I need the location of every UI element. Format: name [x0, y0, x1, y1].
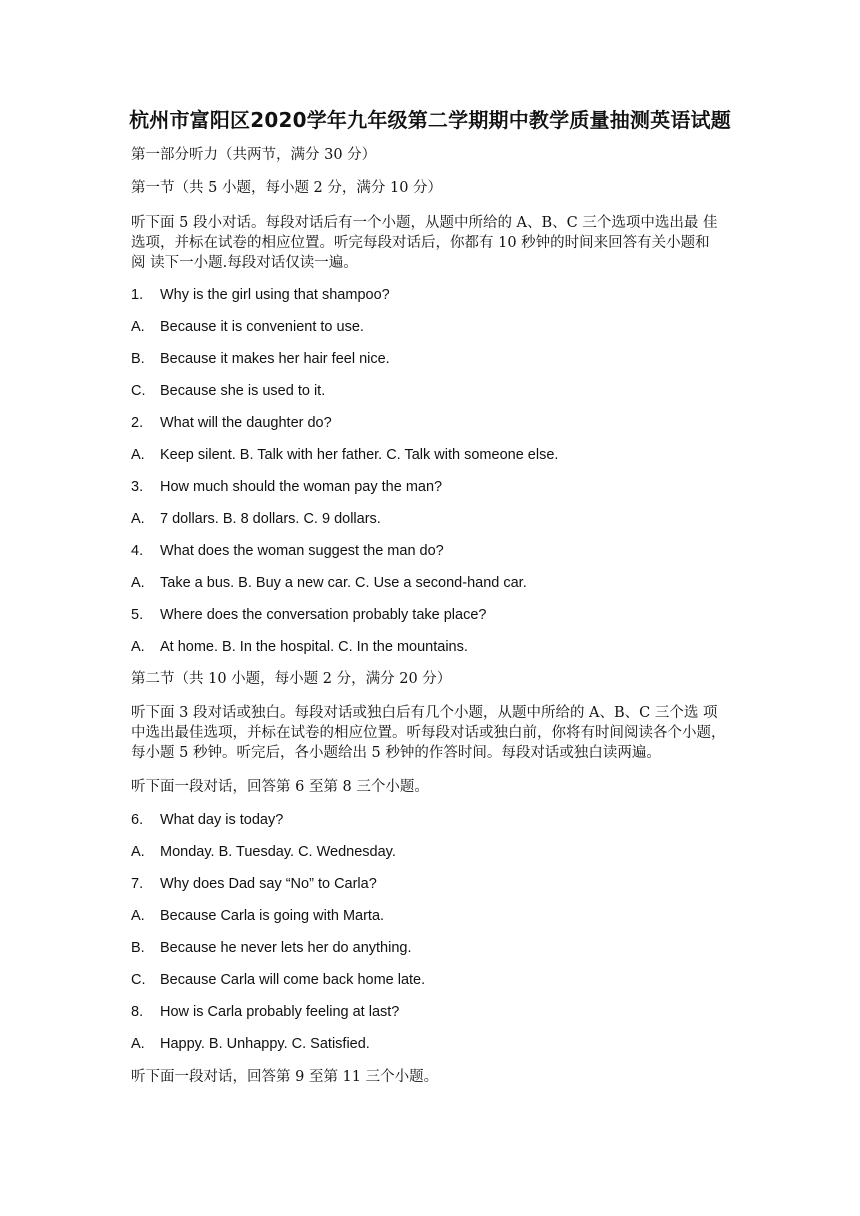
- item-text: Where does the conversation probably take place?: [160, 607, 487, 623]
- item-marker: 2.: [131, 415, 144, 431]
- item-text: Why does Dad say “No” to Carla?: [160, 876, 377, 892]
- instruction-line: 阅 读下一小题.每段对话仅读一遍。: [131, 255, 358, 271]
- item-text: What does the woman suggest the man do?: [160, 543, 444, 559]
- option-item: [131, 572, 751, 594]
- option-item: [131, 841, 751, 863]
- page-title: 杭州市富阳区2020学年九年级第二学期期中教学质量抽测英语试题: [129, 108, 731, 132]
- item-marker: B.: [131, 351, 145, 367]
- instruction-line: 选项，并标在试卷的相应位置。听完每段对话后，你都有 10 秒钟的时间来回答有关小题和: [131, 235, 710, 251]
- item-marker: A.: [131, 575, 145, 591]
- question-item: [131, 809, 751, 831]
- item-text: Because Carla will come back home late.: [160, 972, 426, 988]
- option-item: [131, 937, 751, 959]
- option-item: [131, 1033, 751, 1055]
- item-marker: A.: [131, 639, 145, 655]
- item-marker: 1.: [131, 287, 144, 303]
- item-marker: 4.: [131, 543, 144, 559]
- item-text: How much should the woman pay the man?: [160, 479, 443, 495]
- item-marker: A.: [131, 447, 145, 463]
- item-marker: A.: [131, 511, 145, 527]
- item-marker: 3.: [131, 479, 144, 495]
- item-marker: A.: [131, 1036, 145, 1052]
- option-item: [131, 444, 751, 466]
- question-item: [131, 604, 751, 626]
- item-text: What will the daughter do?: [160, 415, 332, 431]
- option-item: [131, 348, 751, 370]
- question-item: [131, 873, 751, 895]
- option-item: [131, 969, 751, 991]
- item-marker: 7.: [131, 876, 144, 892]
- item-marker: C.: [131, 383, 146, 399]
- section1-instructions: [131, 213, 731, 273]
- question-item: [131, 540, 751, 562]
- question-item: [131, 412, 751, 434]
- option-item: [131, 316, 751, 338]
- item-marker: A.: [131, 844, 145, 860]
- instruction-line: 中选出最佳选项，并标在试卷的相应位置。听每段对话或独白前，你将有时间阅读各个小题，: [131, 725, 726, 741]
- item-marker: 6.: [131, 812, 144, 828]
- question-item: [131, 284, 751, 306]
- item-text: Because Carla is going with Marta.: [160, 908, 385, 924]
- item-text: Because she is used to it.: [160, 383, 326, 399]
- item-text: Because it makes her hair feel nice.: [160, 351, 390, 367]
- item-text: Monday. B. Tuesday. C. Wednesday.: [160, 844, 396, 860]
- item-marker: C.: [131, 972, 146, 988]
- item-text: Take a bus. B. Buy a new car. C. Use a second-hand car.: [160, 575, 527, 591]
- option-item: [131, 380, 751, 402]
- item-text: How is Carla probably feeling at last?: [160, 1004, 400, 1020]
- item-text: Keep silent. B. Talk with her father. C. Talk with someone else.: [160, 447, 559, 463]
- section2-heading: 第二节（共 10 小题，每小题 2 分，满分 20 分）: [131, 671, 452, 687]
- instruction-line: 每小题 5 秒钟。听完后，各小题给出 5 秒钟的作答时间。每段对话或独白读两遍。: [131, 745, 661, 761]
- question-item: [131, 476, 751, 498]
- item-text: At home. B. In the hospital. C. In the mountains.: [160, 639, 468, 655]
- item-marker: A.: [131, 908, 145, 924]
- section1-heading: 第一节（共 5 小题，每小题 2 分，满分 10 分）: [131, 180, 443, 196]
- item-text: Happy. B. Unhappy. C. Satisfied.: [160, 1036, 370, 1052]
- instruction-line: 听下面 5 段小对话。每段对话后有一个小题，从题中所给的 A、B、C 三个选项中选出最 佳: [131, 215, 718, 231]
- dialog-intro: 听下面一段对话，回答第 9 至第 11 三个小题。: [131, 1069, 439, 1085]
- item-text: What day is today?: [160, 812, 284, 828]
- item-text: Because it is convenient to use.: [160, 319, 364, 335]
- item-marker: B.: [131, 940, 145, 956]
- item-text: Why is the girl using that shampoo?: [160, 287, 390, 303]
- dialog-intro: 听下面一段对话，回答第 6 至第 8 三个小题。: [131, 779, 429, 795]
- item-text: Because he never lets her do anything.: [160, 940, 412, 956]
- option-item: [131, 636, 751, 658]
- option-item: [131, 508, 751, 530]
- item-marker: 8.: [131, 1004, 144, 1020]
- part1-heading: 第一部分听力（共两节，满分 30 分）: [131, 147, 377, 163]
- option-item: [131, 905, 751, 927]
- instruction-line: 听下面 3 段对话或独白。每段对话或独白后有几个小题，从题中所给的 A、B、C 三个选 项: [131, 705, 718, 721]
- item-marker: 5.: [131, 607, 144, 623]
- item-marker: A.: [131, 319, 145, 335]
- item-text: 7 dollars. B. 8 dollars. C. 9 dollars.: [160, 511, 381, 527]
- question-item: [131, 1001, 751, 1023]
- section2-instructions: [131, 703, 731, 763]
